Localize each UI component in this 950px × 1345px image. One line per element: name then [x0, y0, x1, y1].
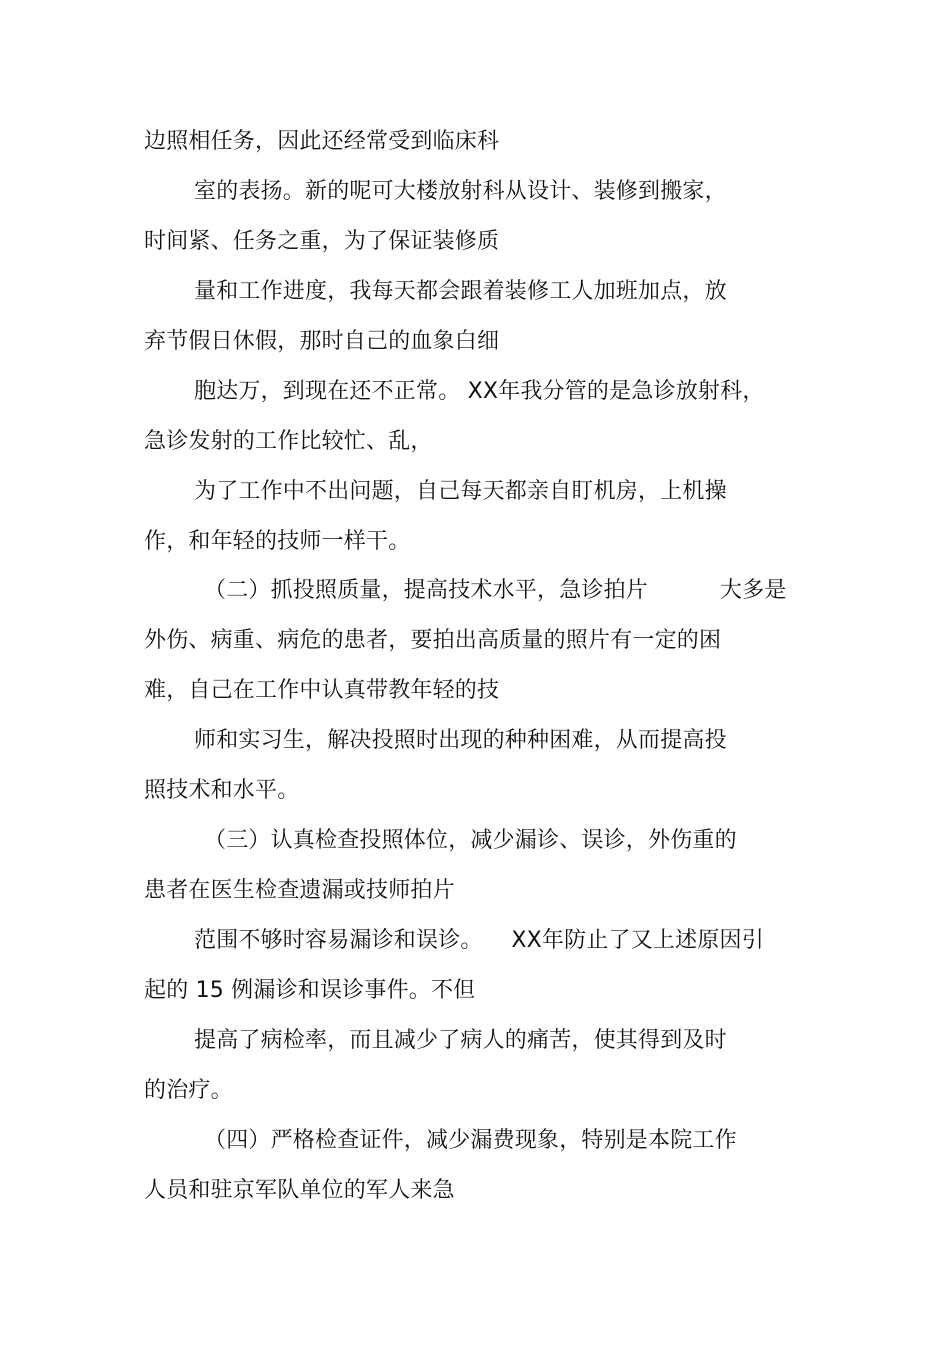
- text-line: 外伤、病重、病危的患者，要拍出高质量的照片有一定的困: [144, 628, 722, 653]
- text-line: 作，和年轻的技师一样干。: [144, 529, 411, 554]
- section-heading-line: （三）认真检查投照体位，减少漏诊、误诊，外伤重的: [204, 828, 737, 853]
- text-line: 患者在医生检查遗漏或技师拍片: [144, 878, 455, 903]
- text-line: 照技术和水平。: [144, 778, 300, 803]
- text-line: 师和实习生，解决投照时出现的种种困难，从而提高投: [194, 728, 727, 753]
- text-line: 室的表扬。新的呢可大楼放射科从设计、装修到搬家，: [194, 179, 727, 204]
- text-line: 边照相任务，因此还经常受到临床科: [144, 129, 500, 154]
- section-heading-line: （二）抓投照质量，提高技术水平，急诊拍片 大多是: [204, 578, 787, 603]
- section-heading-line: （四）严格检查证件，减少漏费现象，特别是本院工作: [204, 1128, 737, 1153]
- text-line: 急诊发射的工作比较忙、乱，: [144, 429, 433, 454]
- text-line: 时间紧、任务之重，为了保证装修质: [144, 229, 500, 254]
- text-line: 人员和驻京军队单位的军人来急: [144, 1178, 455, 1203]
- text-line: 提高了病检率，而且减少了病人的痛苦，使其得到及时: [194, 1028, 727, 1053]
- text-line: 范围不够时容易漏诊和误诊。 XX年防止了又上述原因引: [194, 928, 764, 953]
- text-line: 难，自己在工作中认真带教年轻的技: [144, 678, 500, 703]
- text-line: 为了工作中不出问题，自己每天都亲自盯机房，上机操: [194, 479, 727, 504]
- text-line: 胞达万，到现在还不正常。 XX年我分管的是急诊放射科，: [194, 379, 765, 404]
- text-line: 起的 15 例漏诊和误诊事件。不但: [144, 978, 476, 1003]
- text-line: 量和工作进度，我每天都会跟着装修工人加班加点，放: [194, 279, 727, 304]
- text-line: 的治疗。: [144, 1078, 233, 1103]
- text-line: 弃节假日休假，那时自己的血象白细: [144, 329, 500, 354]
